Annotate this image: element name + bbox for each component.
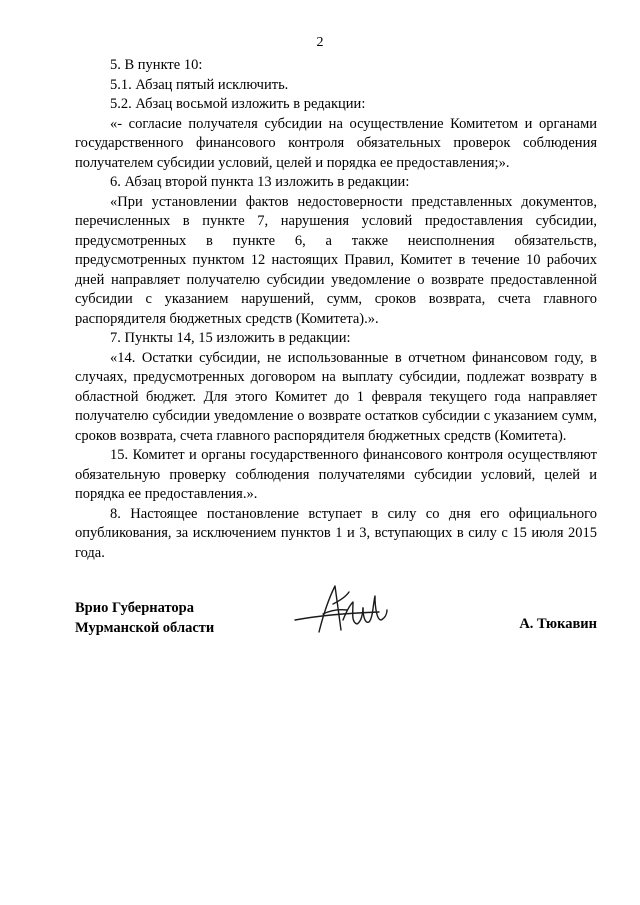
paragraph-7-quote-14: «14. Остатки субсидии, не использованные в отчетном финансовом году, в случаях, предусмотренных договором на выплату субсидии, подлежат возврату в областной бюджет. Для этого Комитет до 1 февраля текущего года направляет получателю субсидии уведомление о возврате остатков субсидии с указанием сумм, сроков возврата, счета главного распорядителя бюджетных средств (Комитета).: [75, 349, 597, 444]
handwritten-signature: [287, 580, 407, 640]
paragraph-6-quote: «При установлении фактов недостоверности представленных документов, перечисленных в пункте 7, нарушения условий предоставления субсидии, предусмотренных в пункте 6, а также неисполнения обязательств, предусмотренных пунктом 12 настоящих Правил, Комитет в течение 10 рабочих дней направляет получателю субсидии уведомление о возврате предоставленной субсидии с указанием нарушений, сумм, сроков возврата, счета главного распорядителя бюджетных средств (Комитета).».: [75, 193, 597, 327]
paragraph-5-2: 5.2. Абзац восьмой изложить в редакции:: [110, 96, 366, 112]
signatory-name: А. Тюкавин: [519, 616, 597, 632]
page-number: 2: [316, 35, 324, 50]
signature-block: [75, 598, 597, 658]
paragraph-5: 5. В пункте 10:: [110, 57, 203, 73]
paragraph-5-1: 5.1. Абзац пятый исключить.: [110, 76, 289, 93]
signatory-title-line2: Мурманской области: [75, 620, 215, 636]
signatory-title: [75, 598, 214, 638]
signatory-title-line1: Врио Губернатора: [75, 600, 194, 616]
paragraph-6: 6. Абзац второй пункта 13 изложить в редакции:: [110, 174, 410, 190]
paragraph-7-quote-15: 15. Комитет и органы государственного финансового контроля осуществляют обязательную проверку соблюдения получателями субсидии условий, целей и порядка ее предоставления.».: [75, 447, 597, 502]
paragraph-5-2-quote: «- согласие получателя субсидии на осуществление Комитетом и органами государственного финансового контроля обязательных проверок соблюдения получателем субсидии условий, целей и порядка ее предоставления;».: [75, 115, 597, 171]
paragraph-7: 7. Пункты 14, 15 изложить в редакции:: [110, 330, 351, 346]
paragraph-8: 8. Настоящее постановление вступает в силу со дня его официального опубликования, за исключением пунктов 1 и 3, вступающих в силу с 15 июля 2015 года.: [75, 505, 597, 561]
document-body: [75, 56, 597, 563]
